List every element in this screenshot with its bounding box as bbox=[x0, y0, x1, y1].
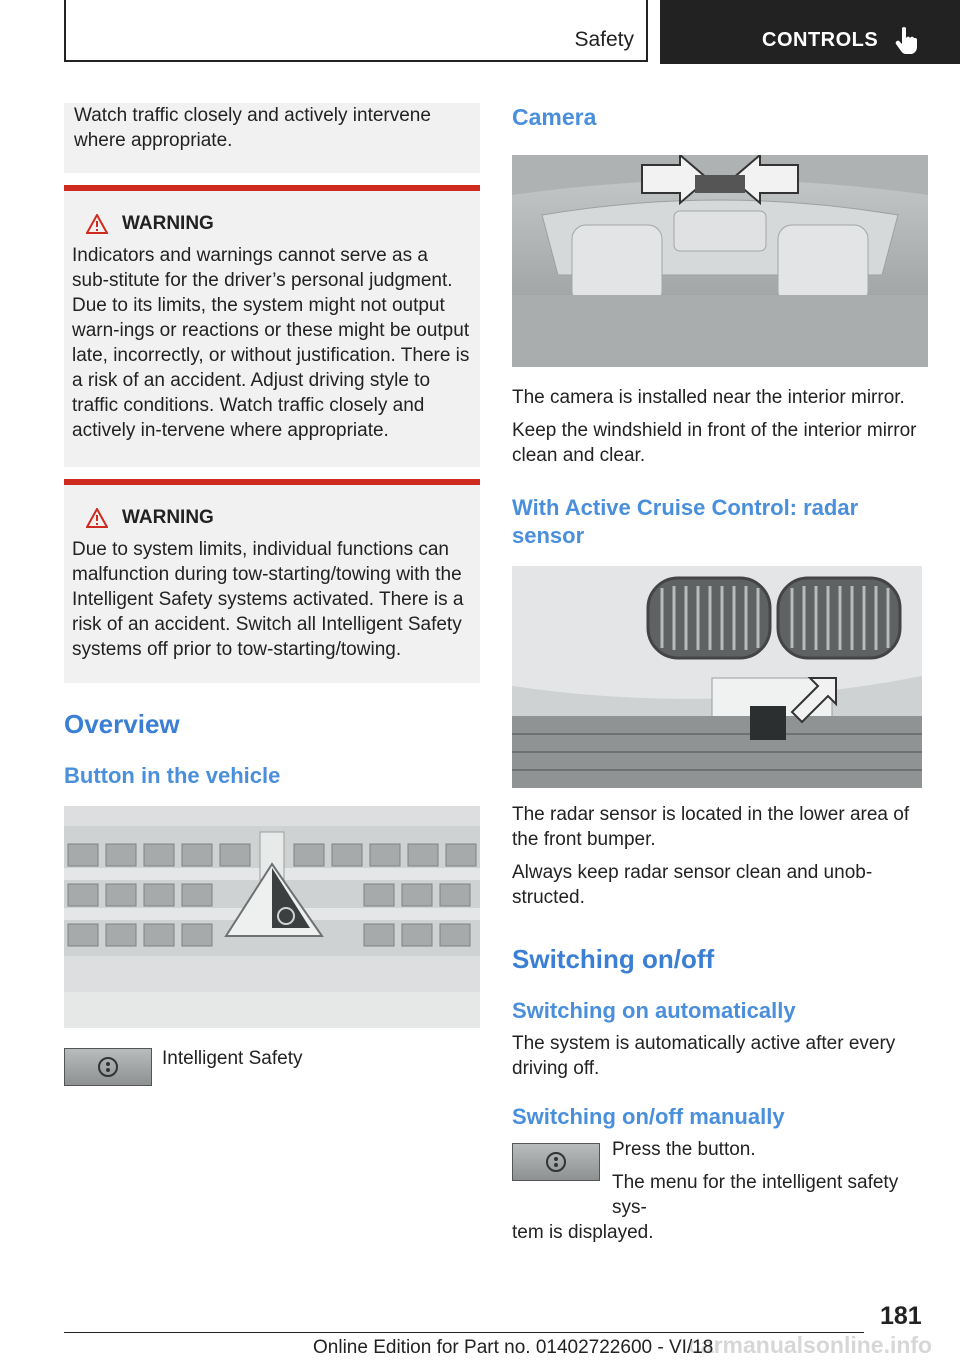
button-label: Intelligent Safety bbox=[162, 1048, 303, 1069]
intro-text: Watch traffic closely and actively intervene where appropriate. bbox=[74, 105, 431, 151]
header-section-title: Safety bbox=[574, 28, 634, 51]
auto-text: The system is automatically active after every driving off. bbox=[512, 1033, 896, 1079]
manual-text-1: Press the button. bbox=[612, 1139, 756, 1160]
radar-text-2: Always keep radar sensor clean and unob-structed. bbox=[512, 862, 873, 908]
overview-heading: Overview bbox=[64, 709, 180, 739]
radar-heading: With Active Cruise Control: radar sensor bbox=[512, 495, 859, 548]
left-column bbox=[64, 103, 480, 1086]
camera-text-1: The camera is installed near the interior mirror. bbox=[512, 387, 905, 408]
warning-text: Indicators and warnings cannot serve as a sub-stitute for the driver’s personal judgment. Due to its limits, the system might not output warn-ings or reactions or these might be output late, incorrectly, or without justification. There is a risk of an accident. Adjust driving style to traffic conditions. Watch traffic closely and actively in-tervene where appropriate. bbox=[72, 245, 470, 441]
camera-text-2: Keep the windshield in front of the interior mirror clean and clear. bbox=[512, 420, 917, 466]
header-frame bbox=[64, 0, 648, 62]
manual-text-2a: The menu for the intelligent safety sys- bbox=[612, 1172, 899, 1218]
camera-image bbox=[512, 155, 928, 367]
page-number: 181 bbox=[880, 1302, 922, 1330]
button-heading: Button in the vehicle bbox=[64, 763, 281, 788]
footer-edition-text: Online Edition for Part no. 01402722600 - VI/18 bbox=[313, 1337, 714, 1358]
intelligent-safety-button-icon bbox=[512, 1143, 600, 1181]
manual-text-2b: tem is displayed. bbox=[512, 1222, 654, 1243]
button-in-vehicle-image bbox=[64, 806, 480, 1028]
camera-heading: Camera bbox=[512, 104, 597, 130]
button-legend bbox=[64, 1048, 480, 1086]
intelligent-safety-button-icon bbox=[64, 1048, 152, 1086]
manual-block bbox=[512, 1137, 928, 1220]
intro-box bbox=[64, 103, 480, 173]
warning-title: WARNING bbox=[122, 507, 214, 528]
warning-title: WARNING bbox=[122, 213, 214, 234]
radar-sensor-image bbox=[512, 566, 922, 788]
right-column bbox=[512, 103, 928, 1245]
auto-heading: Switching on automatically bbox=[512, 998, 796, 1023]
warning-triangle-icon bbox=[86, 214, 108, 234]
warning-text: Due to system limits, individual functions can malfunction during tow-starting/towing with the Intelligent Safety systems activated. There is a risk of an accident. Switch all Intelligent Safety systems off prior to tow-starting/towing. bbox=[72, 539, 464, 660]
hand-pointer-icon bbox=[895, 26, 919, 56]
radar-text-1: The radar sensor is located in the lower area of the front bumper. bbox=[512, 804, 910, 850]
manual-heading: Switching on/off manually bbox=[512, 1104, 785, 1129]
header-chapter-label: CONTROLS bbox=[762, 29, 879, 51]
switching-heading: Switching on/off bbox=[512, 944, 715, 974]
warning-box-2 bbox=[64, 479, 480, 683]
warning-triangle-icon bbox=[86, 508, 108, 528]
footer-watermark: carmanualsonline.info bbox=[688, 1332, 933, 1358]
warning-box-1 bbox=[64, 185, 480, 467]
